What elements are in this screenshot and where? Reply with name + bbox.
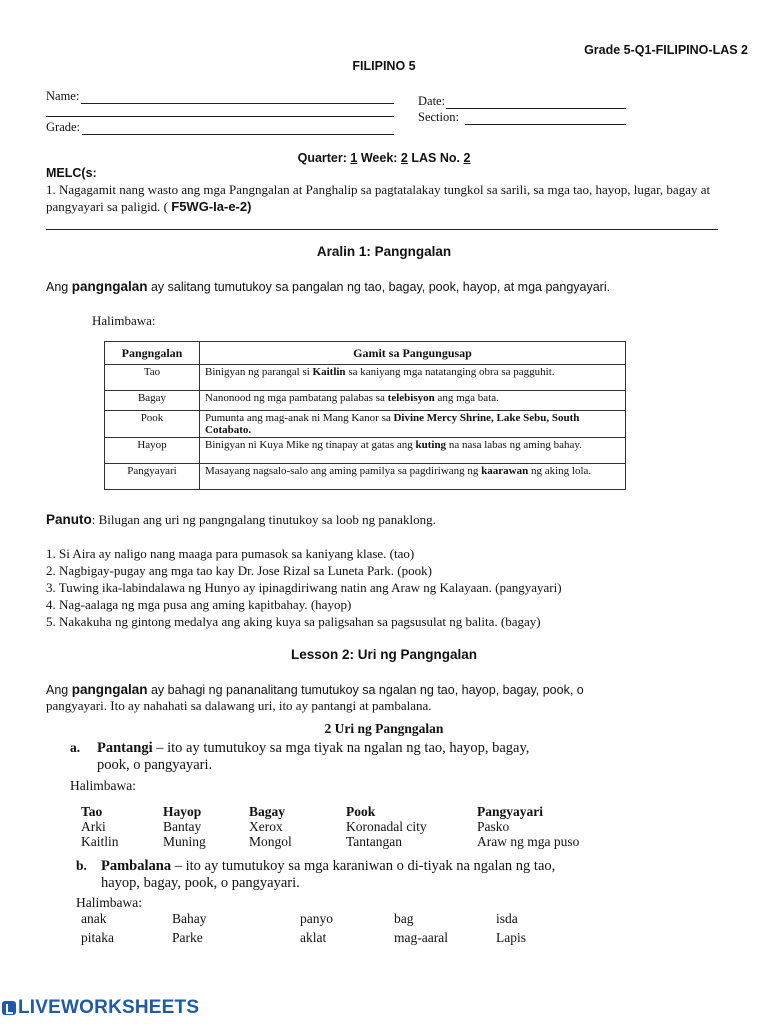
date-label: Date: (418, 94, 446, 108)
pantangi-example-label: Halimbawa: (70, 778, 136, 793)
table-cell-sentence: Pumunta ang mag-anak ni Mang Kanor sa Divine Mercy Shrine, Lake Sebu, South Cotabato. (200, 411, 626, 438)
quarter-value: 1 (350, 151, 358, 165)
lesson1-example-label: Halimbawa: (92, 313, 156, 328)
pantangi-term: Pantangi (97, 740, 153, 756)
table-row (105, 365, 626, 391)
melc-text (46, 181, 726, 215)
pambalana-example: bag (394, 911, 414, 926)
pambalana-example: Bahay (172, 911, 207, 926)
table-header-gamit: Gamit sa Pangungusap (200, 342, 626, 365)
pambalana-example: Parke (172, 930, 203, 945)
lesson2-definition (46, 682, 746, 714)
pantangi-header: Pangyayari (477, 804, 543, 819)
example-table-header (105, 342, 626, 365)
melc-divider (46, 229, 718, 230)
pantangi-header: Hayop (163, 804, 202, 819)
las-label: LAS No. (411, 151, 460, 165)
pambalana-example: mag-aaral (394, 930, 448, 945)
table-cell-kind: Pook (105, 411, 200, 438)
example-table (104, 341, 626, 490)
section-input-line[interactable] (465, 110, 626, 125)
pambalana-example: Lapis (496, 930, 526, 945)
pantangi-example: Xerox (249, 819, 283, 834)
table-cell-kind: Hayop (105, 438, 200, 464)
types-subtitle: 2 Uri ng Pangngalan (324, 721, 444, 736)
pambalana-example: aklat (300, 930, 327, 945)
table-cell-sentence: Nanonood ng mga pambatang palabas sa telebisyon ang mga bata. (200, 391, 626, 411)
pantangi-marker: a. (70, 740, 81, 755)
lesson2-title: Lesson 2: Uri ng Pangngalan (290, 647, 478, 662)
pambalana-example: panyo (300, 911, 333, 926)
pantangi-example: Pasko (477, 819, 510, 834)
table-cell-sentence: Masayang nagsalo-salo ang aming pamilya sa pagdiriwang ng kaarawan ng aking lola. (200, 464, 626, 490)
pantangi-examples (81, 804, 681, 849)
lesson1-def-term: pangngalan (71, 279, 148, 294)
date-input-line[interactable] (446, 94, 626, 109)
pantangi-example: Bantay (163, 819, 202, 834)
panuto-text: : Bilugan ang uri ng pangngalang tinutukoy sa loob ng panaklong. (91, 512, 436, 527)
lesson2-def-post-1: ay bahagi ng pananalitang tumutukoy sa ngalan ng tao, hayop, bagay, pook, o (150, 683, 584, 697)
melc-label: MELC(s: (46, 166, 97, 180)
table-cell-kind: Pangyayari (105, 464, 200, 490)
pambalana-example: pitaka (81, 930, 114, 945)
pantangi-text-2: pook, o pangyayari. (97, 757, 213, 773)
table-row (105, 438, 626, 464)
pantangi-header: Bagay (249, 804, 286, 819)
name-label: Name: (46, 89, 80, 103)
panuto-instruction (46, 512, 746, 528)
section-label: Section: (418, 110, 459, 124)
pantangi-example: Muning (163, 834, 206, 849)
lesson1-definition (46, 279, 746, 294)
pantangi-example: Araw ng mga puso (477, 834, 580, 849)
document-code: Grade 5-Q1-FILIPINO-LAS 2 (584, 43, 748, 57)
name-extra-line (46, 116, 394, 117)
quarter-label: Quarter: (297, 151, 347, 165)
name-input-line[interactable] (81, 89, 394, 104)
panuto-label: Panuto (46, 512, 92, 527)
week-label: Week: (360, 151, 398, 165)
pantangi-example: Tantangan (346, 834, 403, 849)
pantangi-example: Mongol (249, 834, 292, 849)
grade-label: Grade: (46, 120, 81, 134)
pantangi-definition (97, 740, 657, 774)
lesson1-def-post: ay salitang tumutukoy sa pangalan ng tao, bagay, pook, hayop, at mga pangyayari. (150, 280, 611, 294)
week-value: 2 (400, 151, 408, 165)
lesson2-def-term: pangngalan (71, 682, 148, 697)
table-row (105, 391, 626, 411)
pambalana-example-label: Halimbawa: (76, 895, 142, 910)
pantangi-header: Tao (81, 804, 103, 819)
exercise-list (46, 545, 746, 630)
las-value: 2 (463, 151, 471, 165)
pambalana-text-2: hayop, bagay, pook, o pangyayari. (101, 875, 300, 891)
pambalana-term: Pambalana (101, 858, 172, 874)
pambalana-example: isda (496, 911, 518, 926)
table-cell-kind: Tao (105, 365, 200, 391)
melc-description: 1. Nagagamit nang wasto ang mga Pangngalan at Panghalip sa pagtatalakay tungkol sa sarili, sa mga tao, hayop, lugar, bagay at pangyayari sa paligid. ( (46, 182, 711, 214)
pantangi-example: Arki (81, 819, 106, 834)
table-row (105, 464, 626, 490)
grade-input-line[interactable] (82, 120, 394, 135)
pambalana-marker: b. (76, 858, 87, 873)
exercise-item[interactable]: 5. Nakakuha ng gintong medalya ang aking kuya sa paligsahan sa pagsusulat ng balita. (bagay) (46, 614, 541, 629)
exercise-item[interactable]: 4. Nag-aalaga ng mga pusa ang aming kapitbahay. (hayop) (46, 597, 352, 612)
melc-code: F5WG-Ia-e-2) (171, 199, 252, 214)
section-field[interactable] (418, 110, 626, 125)
pantangi-example: Koronadal city (346, 819, 427, 834)
table-row (105, 411, 626, 438)
liveworksheets-logo[interactable] (2, 997, 199, 1019)
pambalana-definition (101, 858, 661, 892)
exercise-item[interactable]: 2. Nagbigay-pugay ang mga tao kay Dr. Jose Rizal sa Luneta Park. (pook) (46, 563, 432, 578)
subject-title: FILIPINO 5 (352, 59, 416, 73)
lesson2-def-post-2: pangyayari. Ito ay nahahati sa dalawang uri, ito ay pantangi at pambalana. (46, 698, 432, 713)
table-cell-kind: Bagay (105, 391, 200, 411)
pantangi-text-1: – ito ay tumutukoy sa mga tiyak na ngalan ng tao, hayop, bagay, (152, 740, 530, 756)
lesson2-def-pre: Ang (46, 683, 69, 697)
name-field[interactable] (46, 89, 394, 104)
grade-field[interactable] (46, 120, 394, 135)
pambalana-examples (81, 909, 681, 947)
pambalana-text-1: – ito ay tumutukoy sa mga karaniwan o di-tiyak na ngalan ng tao, (171, 858, 556, 874)
checkmark-icon (2, 1001, 16, 1015)
exercise-item[interactable]: 3. Tuwing ika-labindalawa ng Hunyo ay ipinagdiriwang natin ang Araw ng Kalayaan. (pangyayari) (46, 580, 562, 595)
table-header-pangngalan: Pangngalan (105, 342, 200, 365)
lesson1-title: Aralin 1: Pangngalan (316, 244, 452, 259)
brand-text: LIVEWORKSHEETS (18, 997, 200, 1018)
pantangi-header: Pook (346, 804, 376, 819)
date-field[interactable] (418, 94, 626, 109)
pantangi-example: Kaitlin (81, 834, 119, 849)
pambalana-example: anak (81, 911, 107, 926)
quarter-line (0, 151, 768, 165)
lesson1-def-pre: Ang (46, 280, 69, 294)
table-cell-sentence: Binigyan ng parangal si Kaitlin sa kaniyang mga natatanging obra sa pagguhit. (200, 365, 626, 391)
exercise-item[interactable]: 1. Si Aira ay naligo nang maaga para pumasok sa kaniyang klase. (tao) (46, 546, 415, 561)
table-cell-sentence: Binigyan ni Kuya Mike ng tinapay at gatas ang kuting na nasa labas ng aming bahay. (200, 438, 626, 464)
